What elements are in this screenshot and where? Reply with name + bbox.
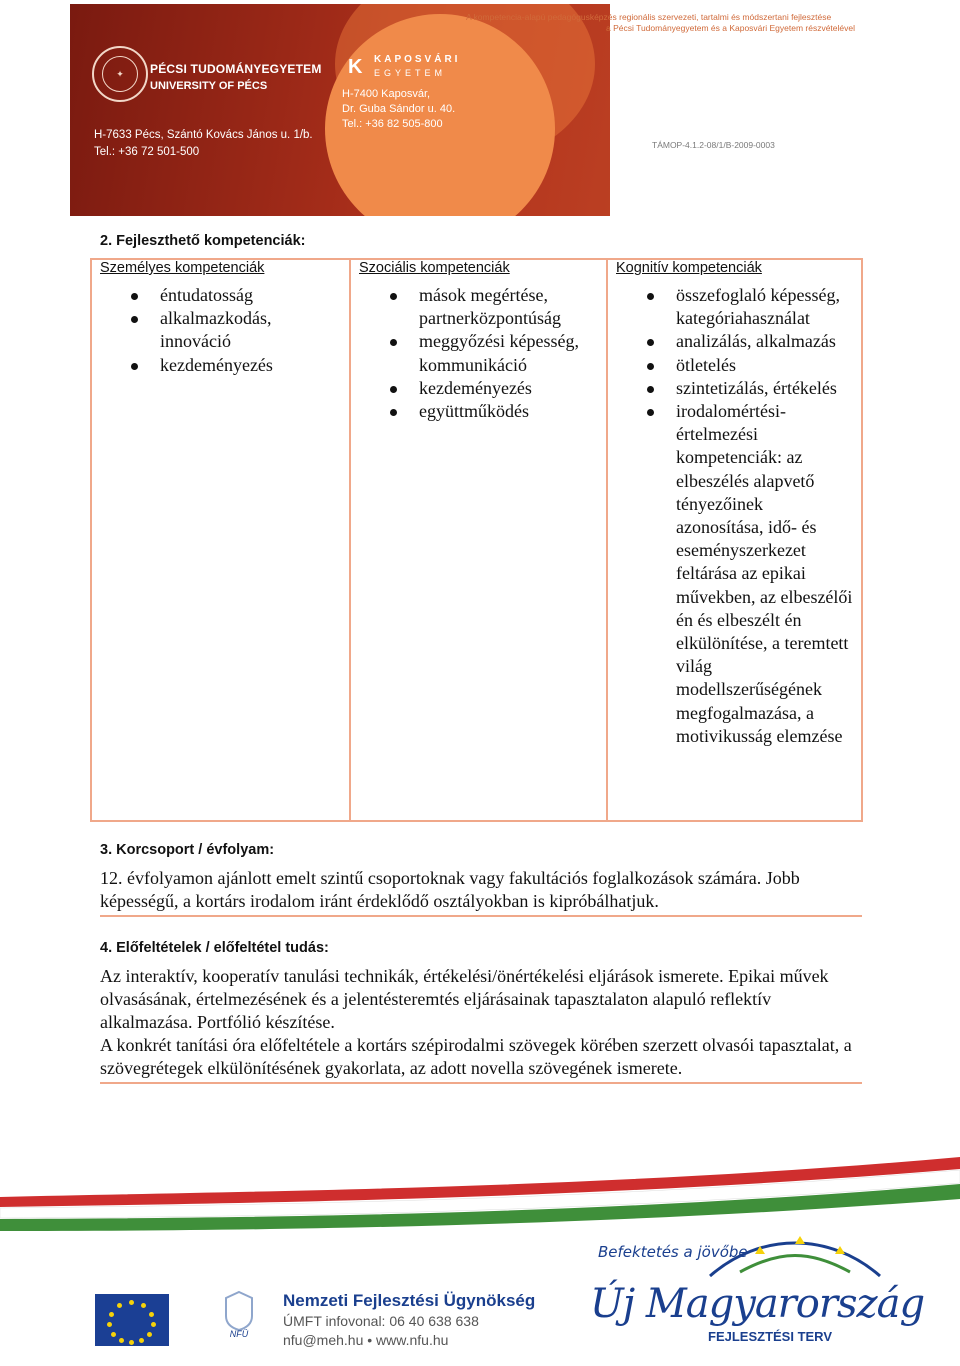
competence-list <box>608 284 861 748</box>
section4-body <box>100 965 862 1084</box>
project-tagline-1: A kompetencia-alapú pedagógusképzés regionális szervezeti, tartalmi és módszertani fejlesztése <box>466 12 832 22</box>
pte-name-hu: PÉCSI TUDOMÁNYEGYETEM <box>150 62 322 76</box>
pte-phone: Tel.: +36 72 501-500 <box>94 146 200 158</box>
column-title: Személyes kompetenciák <box>100 260 265 276</box>
list-item: éntudatosság <box>92 284 341 307</box>
ke-phone: Tel.: +36 82 505-800 <box>342 118 443 130</box>
nfu-name: Nemzeti Fejlesztési Ügynökség <box>283 1291 536 1310</box>
list-item: irodalomértési-értelmezési kompetenciák: az elbeszélés alapvető tényezőinek azonosítása, idő- és eseményszerkezet feltárása az epikai művekben, az elbeszélői én és elbeszélt én elkülönítése, a teremtett világ modellszerűségének megfogalmazása, a motivikusság elemzése <box>608 400 853 748</box>
um-title: Új Magyarország <box>590 1281 925 1327</box>
project-code: TÁMOP-4.1.2-08/1/B-2009-0003 <box>652 140 775 150</box>
column-social <box>349 260 606 820</box>
nfu-contact: nfu@meh.hu • www.nfu.hu <box>283 1332 449 1348</box>
pte-name-en: UNIVERSITY OF PÉCS <box>150 80 268 92</box>
competences-table <box>90 258 863 822</box>
ke-address-1: H-7400 Kaposvár, <box>342 88 431 100</box>
competence-list <box>92 284 349 377</box>
eu-flag-icon <box>95 1294 169 1346</box>
section3-body <box>100 867 862 917</box>
list-item: kezdeményezés <box>92 354 341 377</box>
column-cognitive <box>606 260 861 820</box>
list-item: alkalmazkodás, innováció <box>92 307 341 353</box>
section3-heading: 3. Korcsoport / évfolyam: <box>100 842 275 858</box>
pte-seal-icon: ✦ <box>92 46 148 102</box>
section4-text-2: A konkrét tanítási óra előfeltétele a kortárs szépirodalmi szövegek körében szerzett olvasói tapasztalat, a szövegrétegek elkülönítésének gyakorlata, az adott novella szövegének ismerete. <box>100 1035 852 1078</box>
nfu-phone: ÚMFT infovonal: 06 40 638 638 <box>283 1313 479 1329</box>
list-item: szintetizálás, értékelés <box>608 377 853 400</box>
ke-address-2: Dr. Guba Sándor u. 40. <box>342 103 456 115</box>
list-item: összefoglaló képesség, kategóriahasználat <box>608 284 853 330</box>
competence-list <box>351 284 606 423</box>
section3-text: 12. évfolyamon ajánlott emelt szintű csoportoknak vagy fakultációs foglalkozások számára. Jobb képességű, a kortárs irodalom iránt érdeklődő osztályokban is kipróbálhatjuk. <box>100 868 800 911</box>
header-banner <box>70 4 890 216</box>
section4-heading: 4. Előfeltételek / előfeltétel tudás: <box>100 940 329 956</box>
banner-white-area <box>610 4 890 216</box>
list-item: mások megértése, partnerközpontúság <box>351 284 598 330</box>
pte-address: H-7633 Pécs, Szántó Kovács János u. 1/b. <box>94 129 313 141</box>
column-title: Kognitív kompetenciák <box>616 260 762 276</box>
ke-name-2: EGYETEM <box>374 68 447 78</box>
nfu-crest-icon <box>222 1290 256 1338</box>
list-item: analizálás, alkalmazás <box>608 330 853 353</box>
list-item: kezdeményezés <box>351 377 598 400</box>
ke-name-1: KAPOSVÁRI <box>374 54 461 65</box>
nfu-logo-label: NFÜ <box>229 1329 249 1338</box>
section4-text-1: Az interaktív, kooperatív tanulási technikák, értékelési/önértékelési eljárások ismerete. Epikai művek olvasásának, értelmezésének és a jelentésteremtés eljárásainak tapasztalaton alapuló reflektív alkalmazása. Portfólió készítése. <box>100 966 829 1032</box>
section2-heading: 2. Fejleszthető kompetenciák: <box>100 233 306 249</box>
list-item: együttműködés <box>351 400 598 423</box>
ke-logo-icon: K <box>348 56 363 78</box>
column-personal <box>92 260 349 820</box>
project-tagline-2: a Pécsi Tudományegyetem és a Kaposvári Egyetem részvételével <box>606 23 855 33</box>
column-title: Szociális kompetenciák <box>359 260 510 276</box>
list-item: meggyőzési képesség, kommunikáció <box>351 330 598 376</box>
um-subtitle: FEJLESZTÉSI TERV <box>708 1329 833 1344</box>
um-slogan: Befektetés a jövőbe <box>598 1243 748 1261</box>
list-item: ötletelés <box>608 354 853 377</box>
